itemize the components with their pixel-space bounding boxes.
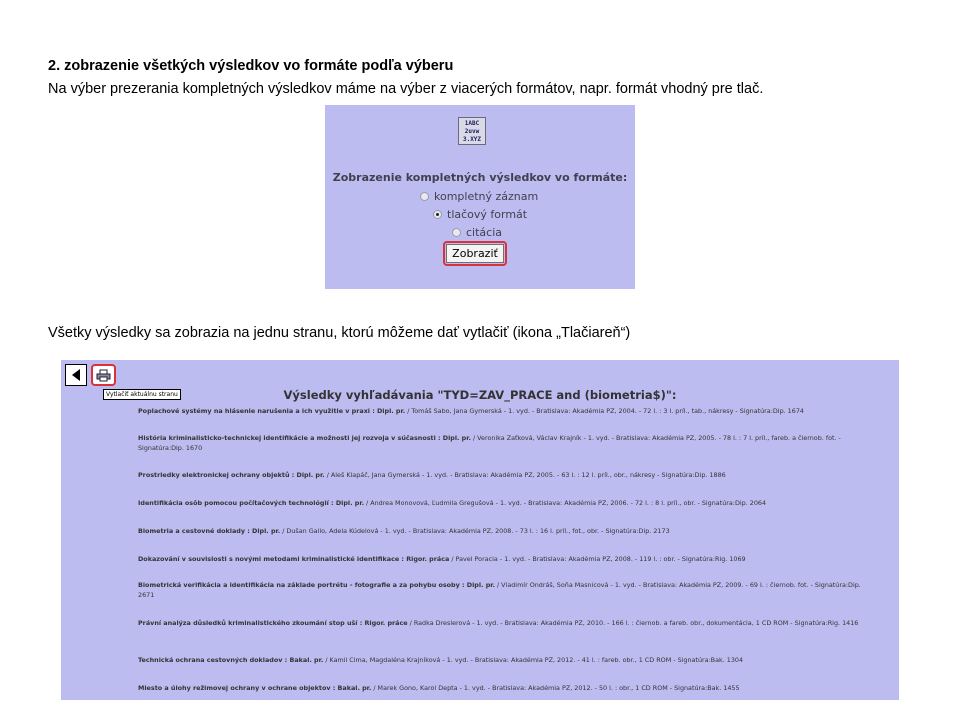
result-record[interactable]: [138, 555, 878, 565]
result-record-details: / Radka Dreslerová - 1. vyd. - Bratislava: Akadémia PZ, 2010. - 166 l. : čiernob. a fareb. obr., dokumentácia, 1 CD ROM - Signatúra:Rig. 1416: [407, 619, 859, 627]
format-icon-line-3: 3.XYZ: [462, 136, 482, 143]
result-record[interactable]: [138, 471, 878, 481]
result-record-title[interactable]: Technická ochrana cestovných dokladov : Bakal. pr.: [138, 656, 324, 664]
result-record-details: / Dušan Gallo, Adela Kúdelová - 1. vyd. - Bratislava: Akadémia PZ, 2008. - 73 l. : 16 l. príl., fot., obr. - Signatúra:Dip. 2173: [280, 527, 670, 535]
slide-heading: 2. zobrazenie všetkých výsledkov vo formáte podľa výberu: [48, 58, 454, 74]
result-record-details: / Veronika Zaťková, Václav Krajník - 1. vyd. - Bratislava: Akadémia PZ, 2005. - 78 l. : 7 l. príl., fareb. a čiernob. fot. - Signatúra:Dip. 1670: [138, 434, 841, 452]
intro-text: Na výber prezerania kompletných výsledkov máme na výber z viacerých formátov, napr. formát vhodný pre tlač.: [48, 81, 764, 97]
option-citation-label: citácia: [466, 226, 503, 239]
result-record-details: / Pavel Poracia - 1. vyd. - Bratislava: Akadémia PZ, 2008. - 119 l. : obr. - Signatúra:Rig. 1069: [449, 555, 746, 563]
result-record-details: / Marek Gono, Karol Depta - 1. vyd. - Bratislava: Akadémia PZ, 2012. - 50 l. : obr., 1 CD ROM - Signatúra:Bak. 1455: [371, 684, 740, 692]
result-record-title[interactable]: Prostriedky elektronickej ochrany objektů : Dipl. pr.: [138, 471, 325, 479]
option-print-format[interactable]: [433, 208, 527, 221]
result-record-details: / Tomáš Sabo, Jana Gymerská - 1. vyd. - Bratislava: Akadémia PZ, 2004. - 72 l. : 3 l. príl., tab., nákresy - Signatúra:Dip. 1674: [405, 407, 804, 415]
result-record[interactable]: [138, 619, 878, 629]
format-icon-line-2: 2uvw: [464, 128, 480, 135]
result-record[interactable]: [138, 407, 878, 417]
back-button[interactable]: [65, 364, 87, 386]
result-record[interactable]: [138, 527, 878, 537]
print-button[interactable]: [91, 364, 116, 386]
format-prompt: Zobrazenie kompletných výsledkov vo formáte:: [332, 171, 628, 184]
format-selection-panel: [325, 105, 635, 289]
option-citation[interactable]: [452, 226, 502, 239]
result-record[interactable]: [138, 656, 878, 666]
result-record-title[interactable]: História kriminalisticko-technickej identifikácie a možnosti jej rozvoja v súčasnosti : Dipl. pr.: [138, 434, 471, 442]
radio-full-record[interactable]: [420, 192, 429, 201]
result-record[interactable]: [138, 581, 878, 600]
result-record-title[interactable]: Dokazování v souvislosti s novými metodami kriminalistické identifikace : Rigor. práca: [138, 555, 450, 563]
result-record-title[interactable]: Právní analýza důsledků kriminalistického zkoumání stop uší : Rigor. práce: [138, 619, 408, 627]
result-record-title[interactable]: Poplachové systémy na hlásenie narušenia a ich využitie v praxi : Dipl. pr.: [138, 407, 406, 415]
result-record-details: / Kamil Cima, Magdaléna Krajníková - 1. vyd. - Bratislava: Akadémia PZ, 2012. - 41 l. : fareb. obr., 1 CD ROM - Signatúra:Bak. 1304: [323, 656, 744, 664]
format-list-icon[interactable]: [458, 117, 486, 145]
print-note: Všetky výsledky sa zobrazia na jednu stranu, ktorú môžeme dať vytlačiť (ikona „Tlačiareň“): [48, 325, 631, 341]
option-full-record-label: kompletný záznam: [434, 190, 539, 203]
result-record-title[interactable]: Biometrická verifikácia a identifikácia na základe portrétu - fotografie a za pohybu osoby : Dipl. pr.: [138, 581, 495, 589]
result-record-details: / Aleš Klapáč, Jana Gymerská - 1. vyd. - Bratislava: Akadémia PZ, 2005. - 63 l. : 12 l. príl., obr., nákresy - Signatúra:Dip. 1886: [324, 471, 726, 479]
result-record-title[interactable]: Biometria a cestovné doklady : Dipl. pr.: [138, 527, 281, 535]
result-record[interactable]: [138, 684, 878, 694]
results-title: Výsledky vyhľadávania "TYD=ZAV_PRACE and (biometria$)":: [283, 388, 677, 402]
printer-icon: [96, 369, 111, 382]
option-print-format-label: tlačový formát: [447, 208, 528, 221]
format-icon-line-1: 1ABC: [464, 120, 480, 127]
back-arrow-icon: [71, 369, 81, 381]
result-record-details: / Andrea Monovová, Ľudmila Gregušová - 1. vyd. - Bratislava: Akadémia PZ, 2006. - 72 l. : 8 l. príl., obr. - Signatúra:Dip. 2064: [364, 499, 767, 507]
print-tooltip: Vytlačiť aktuálnu stranu: [103, 389, 181, 400]
result-record-details: / Vladimír Ondráš, Soňa Masnicová - 1. vyd. - Bratislava: Akadémia PZ, 2009. - 69 l. : čiernob. fot. - Signatúra:Dip. 2671: [138, 581, 861, 599]
result-record[interactable]: [138, 499, 878, 509]
result-record-title[interactable]: Identifikácia osôb pomocou počítačových technológií : Dipl. pr.: [138, 499, 364, 507]
result-record[interactable]: [138, 434, 878, 453]
option-full-record[interactable]: [420, 190, 538, 203]
radio-citation[interactable]: [452, 228, 461, 237]
result-record-title[interactable]: Miesto a úlohy režimovej ochrany v ochrane objektov : Bakal. pr.: [138, 684, 372, 692]
show-button[interactable]: Zobraziť: [446, 244, 504, 263]
radio-print-format[interactable]: [433, 210, 442, 219]
results-panel: [61, 360, 899, 700]
